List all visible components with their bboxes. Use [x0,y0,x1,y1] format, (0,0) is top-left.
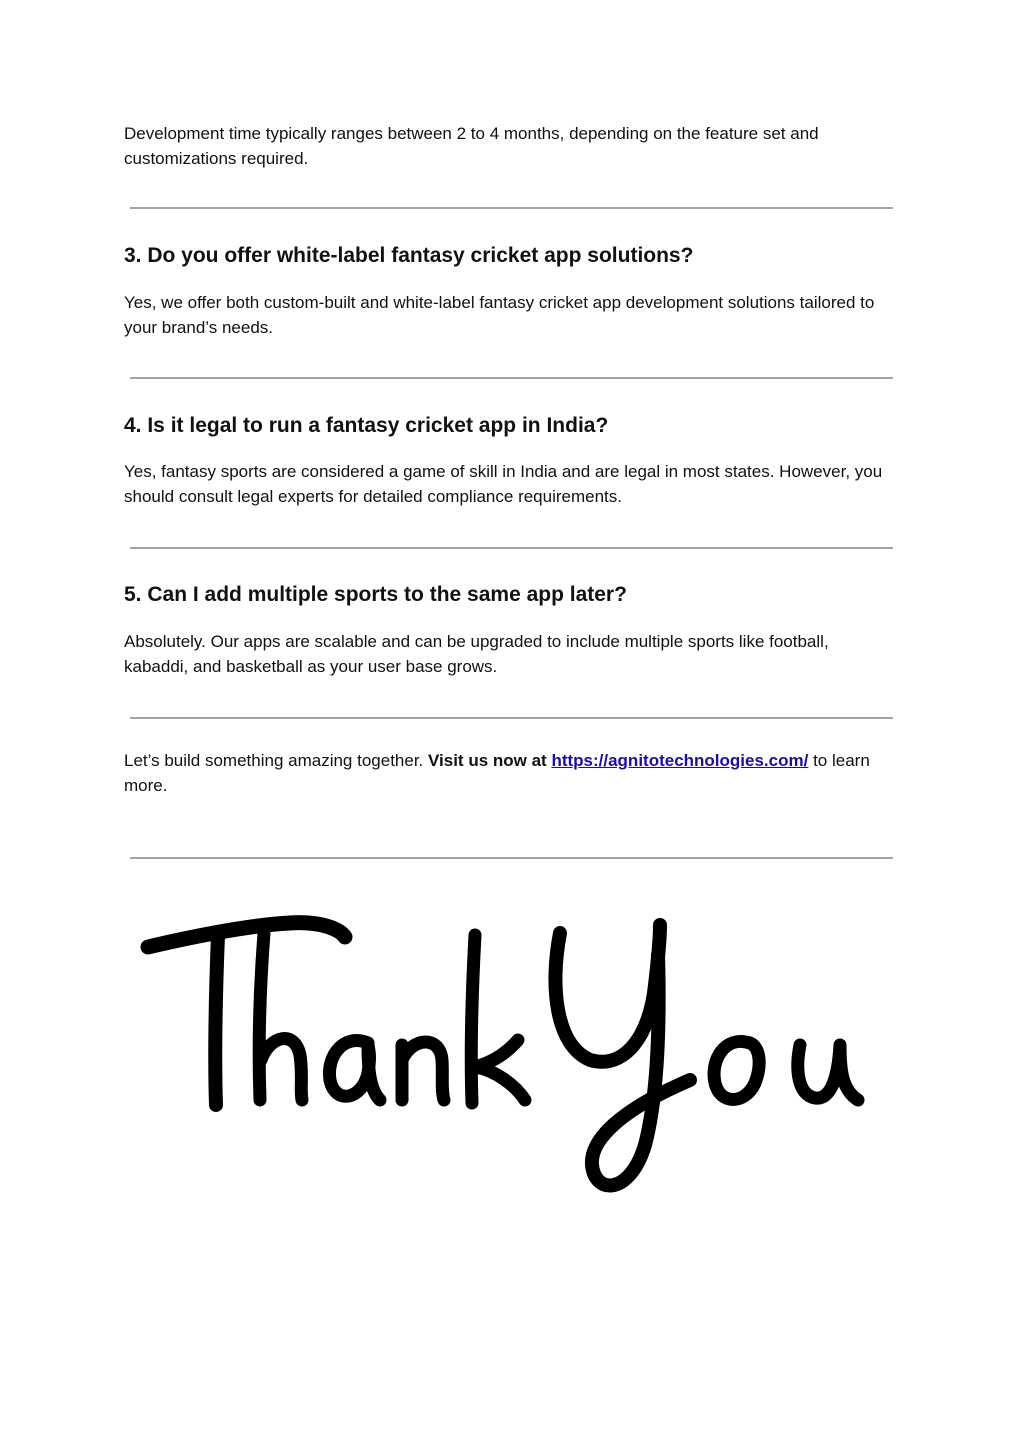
divider [130,857,893,859]
divider [130,207,893,209]
faq-answer-4: Yes, fantasy sports are considered a game of skill in India and are legal in most states. However, you should consult legal experts for detailed compliance requirements. [124,462,883,506]
cta-lead: Let’s build something amazing together. [124,751,428,770]
intro-answer: Development time typically ranges between 2 to 4 months, depending on the feature set and customizations required. [124,124,819,168]
call-to-action [124,748,894,798]
faq-question-5: 5. Can I add multiple sports to the same app later? [124,583,627,606]
divider [130,717,893,719]
website-link[interactable]: https://agnitotechnologies.com/ [551,751,809,770]
thank-you-script-graphic [130,895,900,1215]
faq-answer-3: Yes, we offer both custom-built and white-label fantasy cricket app development solutions tailored to your brand’s needs. [124,293,875,337]
cta-bold: Visit us now at [428,751,552,770]
divider [130,547,893,549]
faq-question-3: 3. Do you offer white-label fantasy cricket app solutions? [124,244,694,267]
faq-answer-5: Absolutely. Our apps are scalable and can be upgraded to include multiple sports like football, kabaddi, and basketball as your user base grows. [124,632,829,676]
divider [130,377,893,379]
faq-question-4: 4. Is it legal to run a fantasy cricket app in India? [124,414,609,437]
cta-tail: to learn more. [124,751,870,795]
